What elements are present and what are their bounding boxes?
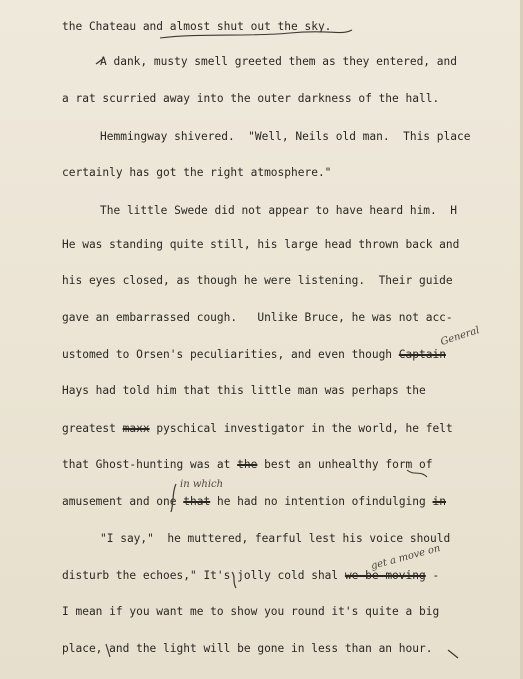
struck-the: the: [237, 458, 258, 471]
text-line-3: a rat scurried away into the outer darkness of the hall.: [62, 92, 440, 105]
text-line-2: A dank, musty smell greeted them as they entered, and: [100, 55, 457, 68]
text-line-10: [62, 348, 446, 362]
struck-in: in: [432, 495, 447, 508]
text-line-8: his eyes closed, as though he were listening. Their guide: [62, 274, 453, 287]
text-line-13: [62, 458, 433, 472]
handwritten-in-which: in which: [180, 479, 224, 490]
handwritten-get-a-move-on: get a move on: [369, 542, 442, 573]
text-line-16-dash: -: [432, 569, 440, 582]
struck-that: that: [183, 495, 211, 508]
text-line-14-mid: he had no intention ofindulging: [216, 495, 426, 508]
text-line-12: [62, 422, 453, 436]
text-line-6: The little Swede did not appear to have heard him. H: [100, 204, 457, 217]
text-line-13-start: that Ghost-hunting was at: [62, 458, 231, 471]
text-line-14-start: amusement and one: [62, 495, 177, 508]
text-line-4: Hemmingway shivered. "Well, Neils old man. This place: [100, 130, 471, 143]
handwritten-general: General: [439, 325, 481, 348]
text-line-11: Hays had told him that this little man was perhaps the: [62, 384, 426, 397]
text-line-10-main: ustomed to Orsen's peculiarities, and even though: [62, 348, 393, 361]
text-line-1: the Chateau and almost shut out the sky.: [62, 20, 332, 33]
text-line-17: I mean if you want me to show you round it's quite a big: [62, 605, 440, 618]
text-line-5: certainly has got the right atmosphere.": [62, 166, 332, 179]
text-line-15: "I say," he muttered, fearful lest his voice should: [100, 532, 451, 545]
struck-be-moving: we be moving: [344, 569, 426, 582]
text-line-13-end: best an unhealthy form of: [264, 458, 433, 471]
struck-maxx: maxx: [122, 422, 150, 435]
text-line-9: gave an embarrassed cough. Unlike Bruce, he was not acc-: [62, 311, 453, 324]
text-line-12-end: pyschical investigator in the world, he felt: [156, 422, 453, 435]
text-line-12-start: greatest: [62, 422, 116, 435]
text-line-18: place, and the light will be gone in less than an hour.: [62, 642, 433, 655]
text-line-16-start: disturb the echoes," It's jolly cold shal: [62, 569, 339, 582]
text-line-7: He was standing quite still, his large head thrown back and: [62, 238, 460, 251]
text-line-14: [62, 495, 446, 509]
text-line-16: [62, 569, 439, 583]
struck-captain: Captain: [398, 348, 446, 361]
